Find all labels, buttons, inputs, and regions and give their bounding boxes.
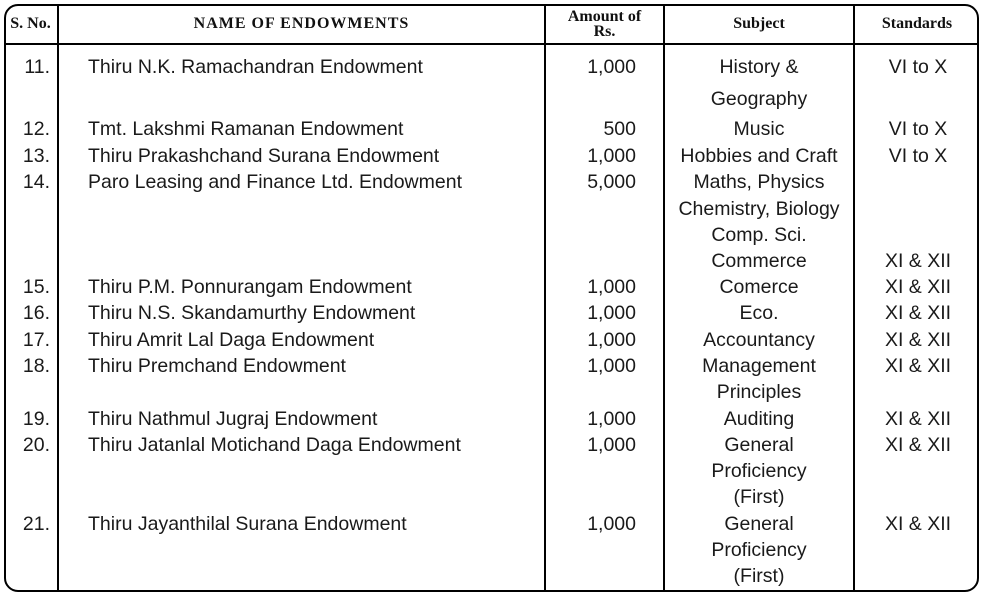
row-serial-number: 14. <box>22 171 50 193</box>
row-serial-number: 13. <box>22 145 50 167</box>
header-subject: Subject <box>733 15 785 32</box>
row-standards: XI & XII <box>884 329 952 351</box>
row-standards: XI & XII <box>884 250 952 272</box>
row-standards: XI & XII <box>884 355 952 377</box>
row-amount: 1,000 <box>587 408 636 430</box>
row-amount: 5,000 <box>587 171 636 193</box>
row-subject-line: Commerce <box>711 250 807 272</box>
row-endowment-name: Thiru N.S. Skandamurthy Endowment <box>88 302 416 324</box>
header-standards: Standards <box>881 15 953 32</box>
row-subject-line: Maths, Physics <box>693 171 825 193</box>
row-amount: 1,000 <box>587 355 636 377</box>
row-subject-line: Comerce <box>719 276 799 298</box>
row-standards: VI to X <box>888 145 948 167</box>
row-amount: 1,000 <box>587 145 636 167</box>
row-subject-line: Comp. Sci. <box>711 224 807 246</box>
row-subject-line: Chemistry, Biology <box>678 198 840 220</box>
row-standards: XI & XII <box>884 408 952 430</box>
row-amount: 500 <box>603 118 636 140</box>
row-subject-line: (First) <box>733 565 785 587</box>
column-divider <box>853 4 855 592</box>
row-amount: 1,000 <box>587 276 636 298</box>
row-serial-number: 19. <box>22 408 50 430</box>
row-subject-line: Proficiency <box>711 539 807 561</box>
row-endowment-name: Thiru P.M. Ponnurangam Endowment <box>88 276 412 298</box>
header-divider <box>4 43 979 45</box>
row-amount: 1,000 <box>587 513 636 535</box>
row-serial-number: 18. <box>22 355 50 377</box>
column-divider <box>57 4 59 592</box>
row-serial-number: 21. <box>22 513 50 535</box>
row-endowment-name: Paro Leasing and Finance Ltd. Endowment <box>88 171 462 193</box>
row-endowment-name: Thiru Jayanthilal Surana Endowment <box>88 513 407 535</box>
row-serial-number: 12. <box>22 118 50 140</box>
row-amount: 1,000 <box>587 434 636 456</box>
row-subject-line: Geography <box>710 88 808 110</box>
row-endowment-name: Thiru N.K. Ramachandran Endowment <box>88 56 423 78</box>
header-amount <box>546 4 663 43</box>
row-subject-line: (First) <box>733 486 785 508</box>
column-divider <box>544 4 546 592</box>
row-subject-line: Management <box>702 355 816 377</box>
row-amount: 1,000 <box>587 302 636 324</box>
row-subject-line: Hobbies and Craft <box>680 145 838 167</box>
header-amount-line2: Rs. <box>593 22 616 40</box>
row-endowment-name: Thiru Jatanlal Motichand Daga Endowment <box>88 434 461 456</box>
row-standards: XI & XII <box>884 434 952 456</box>
row-serial-number: 15. <box>22 276 50 298</box>
header-sno: S. No. <box>10 15 51 32</box>
row-subject-line: General <box>724 513 794 535</box>
row-serial-number: 17. <box>22 329 50 351</box>
row-subject-line: Proficiency <box>711 460 807 482</box>
row-subject-line: Eco. <box>739 302 779 324</box>
row-endowment-name: Thiru Nathmul Jugraj Endowment <box>88 408 378 430</box>
row-endowment-name: Thiru Prakashchand Surana Endowment <box>88 145 440 167</box>
row-endowment-name: Thiru Amrit Lal Daga Endowment <box>88 329 375 351</box>
row-serial-number: 20. <box>22 434 50 456</box>
row-amount: 1,000 <box>587 56 636 78</box>
row-subject-line: General <box>724 434 794 456</box>
row-subject-line: Accountancy <box>703 329 815 351</box>
row-subject-line: Auditing <box>723 408 795 430</box>
row-standards: XI & XII <box>884 276 952 298</box>
header-name: NAME OF ENDOWMENTS <box>193 15 410 32</box>
row-endowment-name: Thiru Premchand Endowment <box>88 355 346 377</box>
row-standards: VI to X <box>888 56 948 78</box>
row-serial-number: 11. <box>24 56 50 78</box>
header-amount-line1: Amount of <box>567 7 642 25</box>
row-endowment-name: Tmt. Lakshmi Ramanan Endowment <box>88 118 404 140</box>
row-amount: 1,000 <box>587 329 636 351</box>
row-standards: XI & XII <box>884 302 952 324</box>
row-standards: VI to X <box>888 118 948 140</box>
row-subject-line: Music <box>733 118 785 140</box>
row-standards: XI & XII <box>884 513 952 535</box>
row-subject-line: History & <box>719 56 799 78</box>
row-serial-number: 16. <box>22 302 50 324</box>
row-subject-line: Principles <box>716 381 802 403</box>
